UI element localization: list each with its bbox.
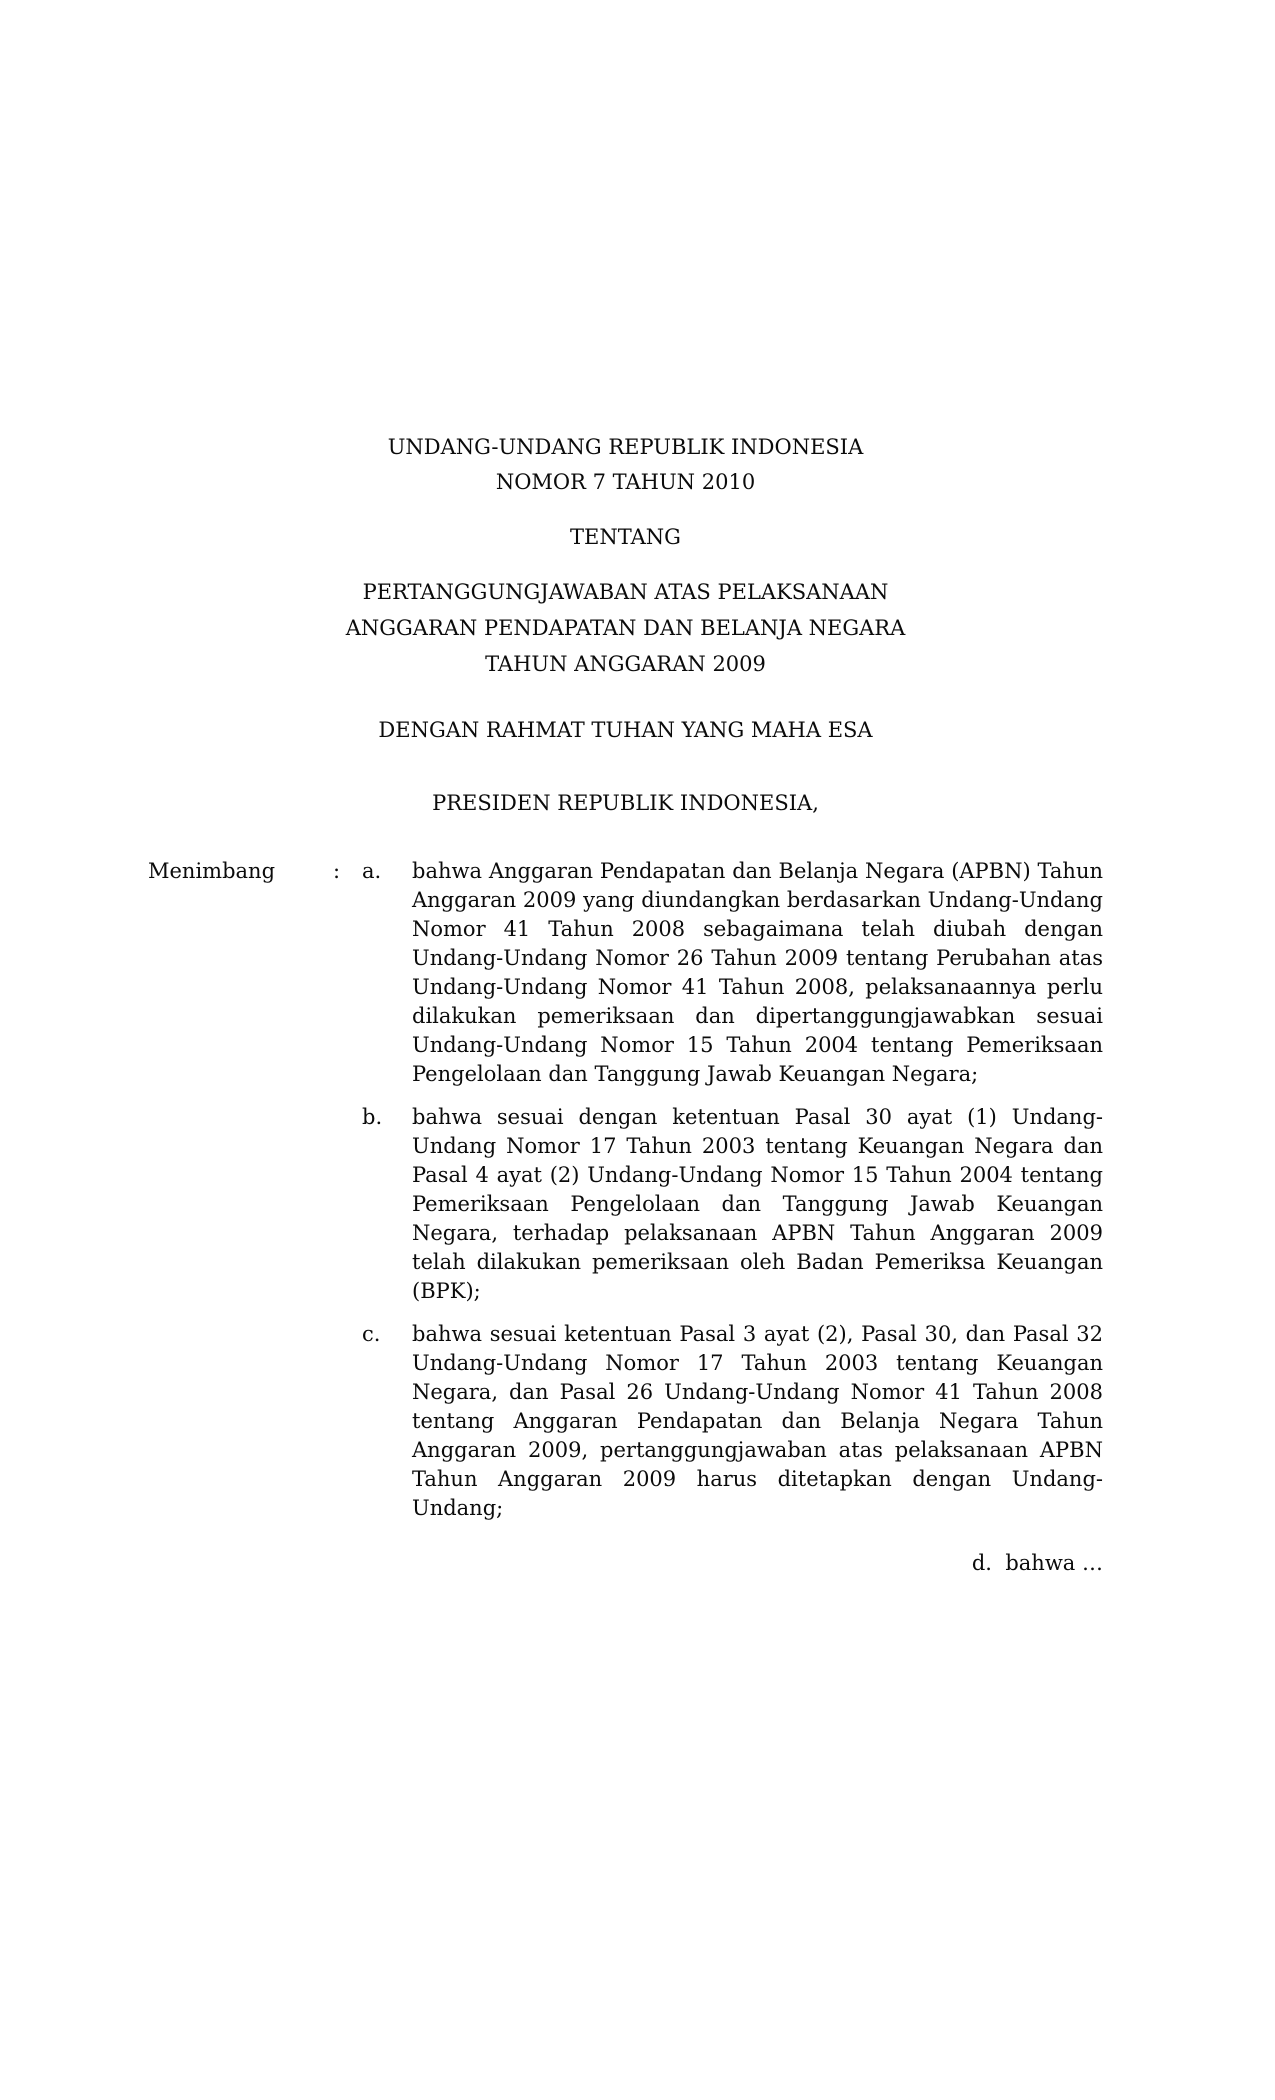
item-letter: a. (362, 859, 382, 883)
menimbang-item-a (148, 857, 1103, 1089)
menimbang-separator-spacer (333, 1320, 362, 1523)
menimbang-item-c (148, 1320, 1103, 1523)
menimbang-section (148, 857, 1103, 1523)
tentang-heading: TENTANG (570, 525, 681, 549)
subject-line: ANGGARAN PENDAPATAN DAN BELANJA NEGARA (345, 616, 906, 640)
page-content (148, 430, 1103, 1578)
item-letter: c. (362, 1322, 381, 1346)
menimbang-separator: : (333, 859, 341, 883)
menimbang-label-spacer (148, 1320, 333, 1523)
item-text: bahwa sesuai ketentuan Pasal 3 ayat (2), Pasal 30, dan Pasal 32 Undang-Undang Nomor 17 Tahun 2003 tentang Keuangan Negara, dan Pasal 26 Undang-Undang Nomor 41 Tahun 2008 tentang Anggaran Pendapatan dan Belanja Negara Tahun Anggaran 2009, pertanggungjawaban atas pelaksanaan APBN Tahun Anggaran 2009 harus ditetapkan dengan Undang-Undang; (412, 1322, 1103, 1520)
authority-line: PRESIDEN REPUBLIK INDONESIA, (432, 791, 819, 815)
menimbang-separator-spacer (333, 1103, 362, 1306)
law-number-line: NOMOR 7 TAHUN 2010 (495, 470, 756, 494)
menimbang-item-b (148, 1103, 1103, 1306)
menimbang-label-spacer (148, 1103, 333, 1306)
item-text: bahwa Anggaran Pendapatan dan Belanja Negara (APBN) Tahun Anggaran 2009 yang diundangkan berdasarkan Undang-Undang Nomor 41 Tahun 2008 sebagaimana telah diubah dengan Undang-Undang Nomor 26 Tahun 2009 tentang Perubahan atas Undang-Undang Nomor 41 Tahun 2008, pelaksanaannya perlu dilakukan pemeriksaan dan dipertanggungjawabkan sesuai Undang-Undang Nomor 15 Tahun 2004 tentang Pemeriksaan Pengelolaan dan Tanggung Jawab Keuangan Negara; (412, 859, 1103, 1086)
subject-line: TAHUN ANGGARAN 2009 (485, 652, 766, 676)
invocation-line: DENGAN RAHMAT TUHAN YANG MAHA ESA (378, 718, 873, 742)
item-letter: b. (362, 1105, 383, 1129)
law-title-line: UNDANG-UNDANG REPUBLIK INDONESIA (387, 435, 864, 459)
item-text: bahwa sesuai dengan ketentuan Pasal 30 ayat (1) Undang-Undang Nomor 17 Tahun 2003 tentang Keuangan Negara dan Pasal 4 ayat (2) Undang-Undang Nomor 15 Tahun 2004 tentang Pemeriksaan Pengelolaan dan Tanggung Jawab Keuangan Negara, terhadap pelaksanaan APBN Tahun Anggaran 2009 telah dilakukan pemeriksaan oleh Badan Pemeriksa Keuangan (BPK); (412, 1105, 1103, 1303)
menimbang-label: Menimbang (148, 859, 276, 883)
document-title-block (148, 430, 1103, 500)
subject-line: PERTANGGUNGJAWABAN ATAS PELAKSANAAN (362, 580, 889, 604)
subject-block (148, 574, 1103, 682)
page-catchword: d. bahwa … (971, 1551, 1103, 1575)
